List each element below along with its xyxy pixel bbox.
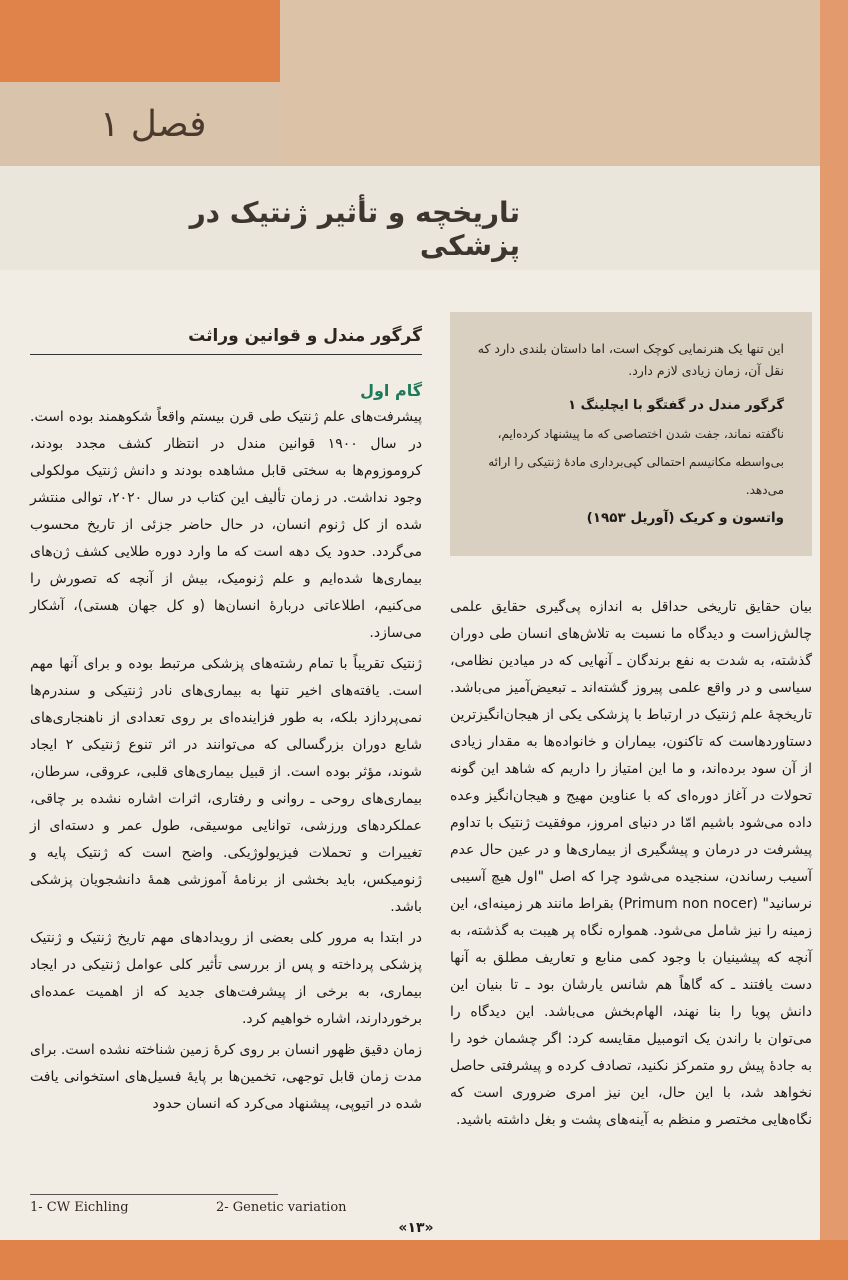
- footnote-1: 1- CW Eichling: [30, 1200, 129, 1215]
- chapter-label: فصل ۱: [100, 104, 207, 145]
- footnote-divider: [30, 1194, 278, 1195]
- quote-author-1: گرگور مندل در گفتگو با ایچلینگ ۱: [568, 398, 784, 413]
- left-column: [30, 326, 422, 1122]
- quote-box: [450, 312, 812, 556]
- page-title: تاریخچه و تأثیر ژنتیک در پزشکی: [189, 196, 520, 262]
- page-number: «۱۳»: [398, 1220, 434, 1236]
- header-accent-block: [0, 0, 280, 82]
- quote-text-1: این تنها یک هنرنمایی کوچک است، اما داستان بلندی دارد که نقل آن، زمان زیادی لازم دارد.: [477, 341, 784, 378]
- side-accent-strip: [820, 0, 848, 1280]
- paragraph: زمان دقیق ظهور انسان بر روی کرهٔ زمین شناخته نشده است. برای مدت زمان قابل توجهی، تخمین‌ها بر پایهٔ فسیل‌های استخوانی یافت شده در اتیوپی، پیشنهاد می‌کرد که انسان حدود: [30, 1042, 422, 1112]
- paragraph: ژنتیک تقریباً با تمام رشته‌های پزشکی مرتبط بوده و برای آنها مهم است. یافته‌های اخیر تنها به بیماری‌های نادر ژنتیکی و سندرم‌ها نمی‌پردازد بلکه، به طور فزاینده‌ای بر روی تعدادی از ناهنجاری‌های شایع دوران بزرگسالی که می‌توانند در اثر تنوع ژنتیکی ۲ ایجاد شوند، مؤثر بوده است. از قبیل بیماری‌های قلبی، عروقی، سرطان، بیماری‌های روحی ـ روانی و رفتاری، اثرات اشاره نشده بر چاقی، عملکردهای ورزشی، توانایی موسیقی، طول عمر و دسته‌ای از تغییرات و تحملات فیزیولوژیکی. واضح است که ژنتیک پایه و ژنومیکس، باید بخشی از برنامهٔ آموزشی همهٔ دانشجویان پزشکی باشد.: [30, 656, 422, 915]
- header-panel: [288, 0, 848, 166]
- paragraph: بیان حقایق تاریخی حداقل به اندازه پی‌گیری حقایق علمی چالش‌زاست و دیدگاه ما نسبت به تلاش‌های انسان طی دوران گذشته، به شدت به نفع برندگان ـ آنهایی که در میادین نظامی، سیاسی و در واقع علمی پیروز گشته‌اند ـ تبعیض‌آمیز می‌باشد. تاریخچهٔ علم ژنتیک در ارتباط با پزشکی یکی از هیجان‌انگیزترین دستاوردهاست که تاکنون، بیماران و خانواده‌ها به مقدار زیادی از آن سود برده‌اند، و ما این امتیاز را داریم که شاهد این گونه تحولات در آغاز دوره‌ای که با عناوین مهیج و هیجان‌انگیز وعده داده می‌شود باشیم امّا در دنیای امروز، موفقیت ژنتیک با تداوم پیشرفت در درمان و پیشگیری از بیماری‌ها و در عین حال عدم آسیب رساندن، سنجیده می‌شود چرا که اصل "اول هیچ آسیبی نرسانید" (Primum non nocer) بقراط مانند هر زمینه‌ای، این زمینه را نیز شامل می‌شود. همواره نگاه پر هیبت به گذشته، به آنچه که پیشینیان با وجود کمی منابع و تعاریف مطلق به آنها دست یافتند ـ که گاهاً هم شانس یارشان بود ـ تا بنیان این دانش پویا را بنا نهند، الهام‌بخش می‌باشد. این دیدگاه را می‌توان با راندن یک اتومبیل مقایسه کرد: اگر چشمان خود را به جادهٔ پیش رو متمرکز نکنید، تصادف کرده و پیشرفتی حاصل نخواهد شد، با این حال، این نیز امری ضروری است که نگاه‌هایی مختصر و منظم به آینه‌های پشت و بغل داشته باشید.: [450, 599, 812, 1128]
- quote-text-2: ناگفته نماند، جفت شدن اختصاصی که ما پیشنهاد کرده‌ایم، بی‌واسطه مکانیسم احتمالی کپی‌برداری مادهٔ ژنتیکی را ارائه می‌دهد.: [488, 427, 784, 497]
- footer-band: [0, 1240, 848, 1280]
- quote-author-2: واتسون و کریک (آوریل ۱۹۵۳): [586, 510, 784, 526]
- paragraph: پیشرفت‌های علم ژنتیک طی قرن بیستم واقعاً شکوهمند بوده است. در سال ۱۹۰۰ قوانین مندل در انتظار کشف مجدد بودند، کروموزوم‌ها به سختی قابل مشاهده بودند و دانش ژنتیک مولکولی وجود نداشت. در زمان تألیف این کتاب در سال ۲۰۲۰، توالی منتشر شده از کل ژنوم انسان، در حال حاضر جزئی از تاریخ محسوب می‌گردد. حدود یک دهه است که ما وارد دوره طلایی کشف ژن‌های بیماری‌ها شده‌ایم و علم ژنومیک، بیش از آنچه که تصورش را می‌کنیم، اطلاعاتی دربارهٔ انسان‌ها (و کل جهان هستی)، آشکار می‌سازد.: [30, 409, 422, 641]
- right-column: [450, 594, 812, 1138]
- section-title: گرگور مندل و قوانین وراثت: [30, 326, 422, 355]
- footnote-2: 2- Genetic variation: [216, 1200, 347, 1215]
- paragraph: در ابتدا به مرور کلی بعضی از رویدادهای مهم تاریخ ژنتیک و ژنتیک پزشکی پرداخته و پس از بررسی تأثیر کلی عوامل ژنتیکی در ایجاد بیماری، به برخی از پیشرفت‌های جدید که از اهمیت عمده‌ای برخوردارند، اشاره خواهیم کرد.: [30, 930, 422, 1027]
- sub-title: گام اول: [360, 381, 422, 400]
